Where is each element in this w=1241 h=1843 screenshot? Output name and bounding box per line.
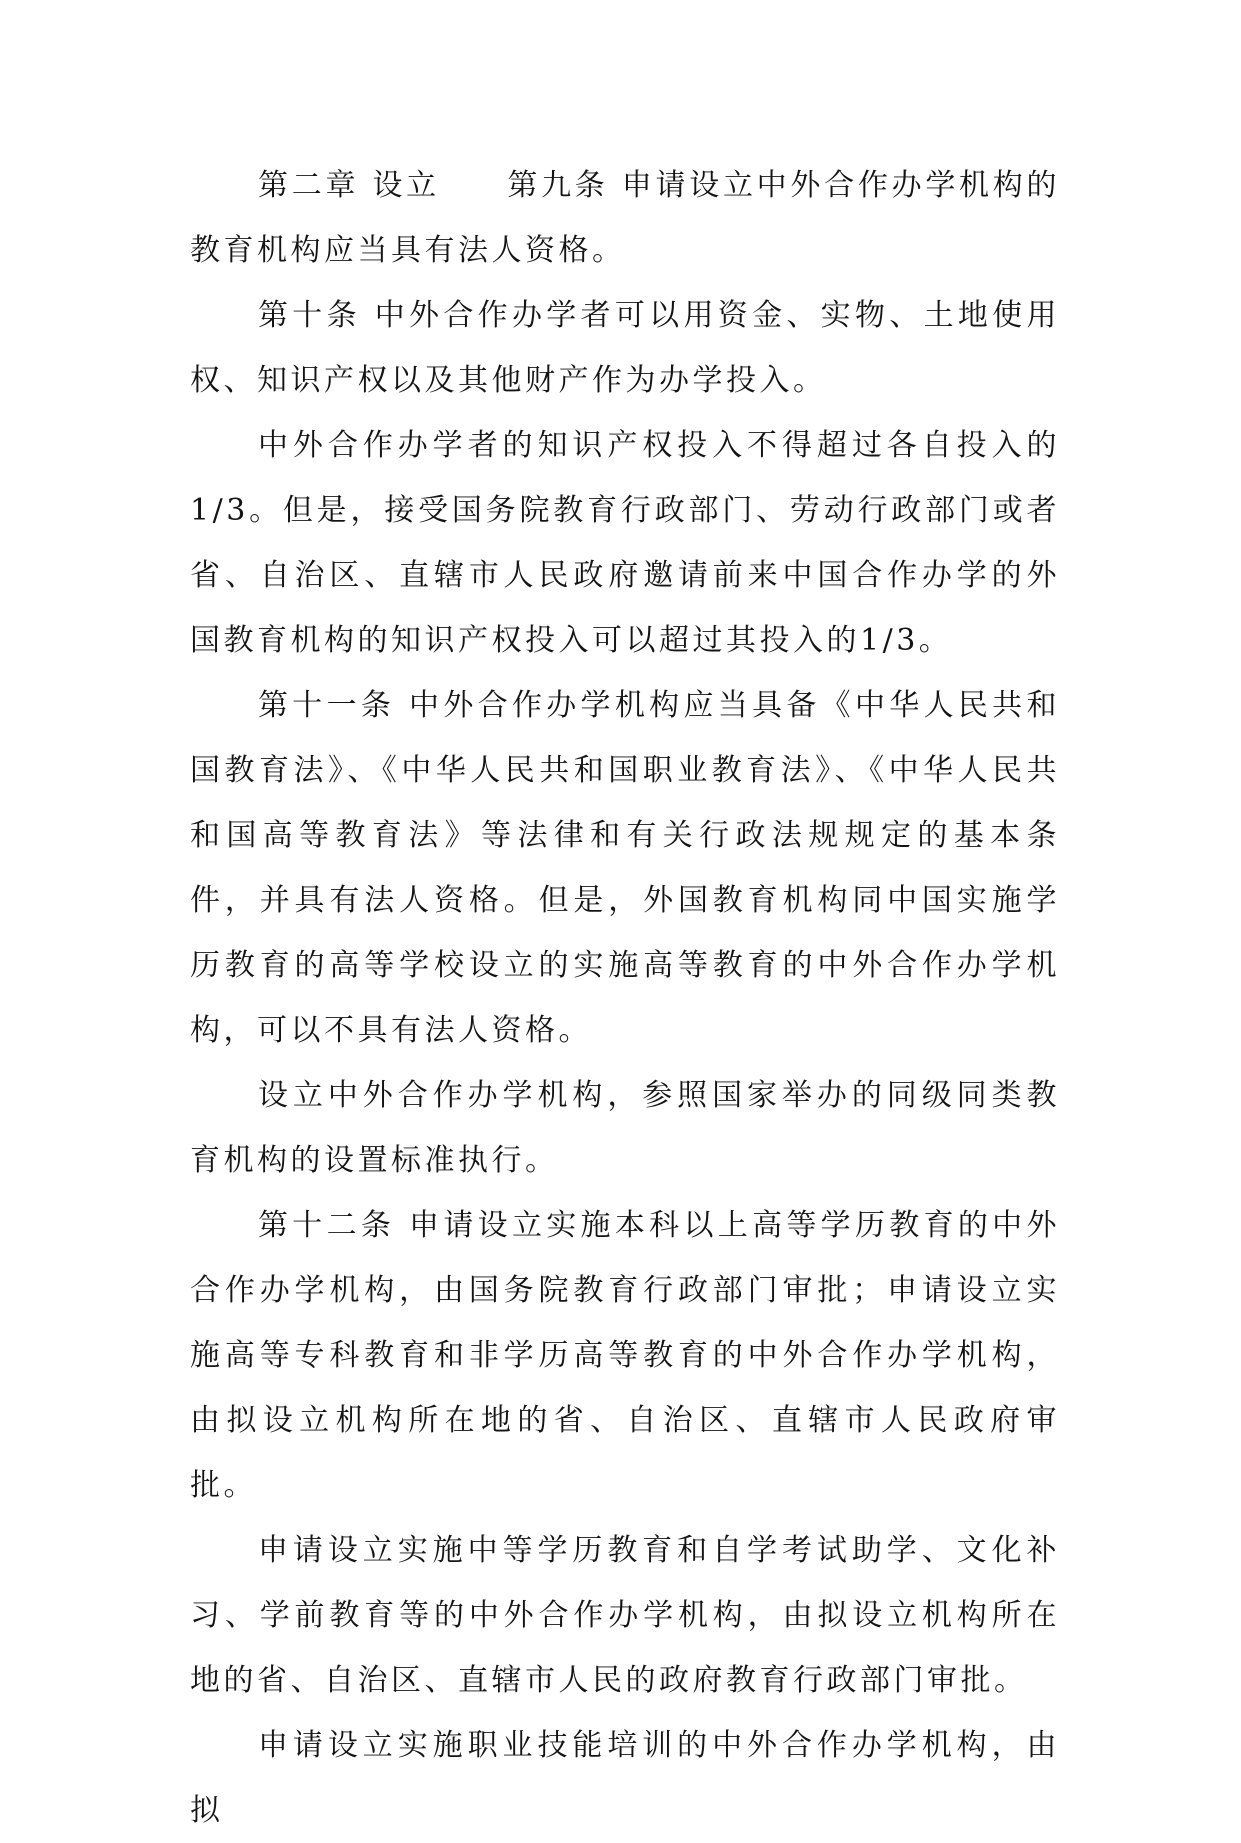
paragraph-article-11: 第十一条 中外合作办学机构应当具备《中华人民共和国教育法》、《中华人民共和国职业教育法》、《中华人民共和国高等教育法》等法律和有关行政法规规定的基本条件，并具有法人资格。但是，外国教育机构同中国实施学历教育的高等学校设立的实施高等教育的中外合作办学机构，可以不具有法人资格。 [190, 688, 1060, 1048]
paragraph-article-10: 第十条 中外合作办学者可以用资金、实物、土地使用权、知识产权以及其他财产作为办学投入。 [190, 298, 1060, 398]
paragraph-vocational-training: 申请设立实施职业技能培训的中外合作办学机构，由拟 [190, 1728, 1060, 1828]
document-body [190, 153, 1060, 1843]
paragraph-article-9: 第二章 设立 第九条 申请设立中外合作办学机构的教育机构应当具有法人资格。 [190, 168, 1060, 268]
paragraph-setting-standard: 设立中外合作办学机构，参照国家举办的同级同类教育机构的设置标准执行。 [190, 1078, 1060, 1178]
paragraph-secondary-education: 申请设立实施中等学历教育和自学考试助学、文化补习、学前教育等的中外合作办学机构，由拟设立机构所在地的省、自治区、直辖市人民的政府教育行政部门审批。 [190, 1533, 1060, 1698]
paragraph-article-12: 第十二条 申请设立实施本科以上高等学历教育的中外合作办学机构，由国务院教育行政部门审批；申请设立实施高等专科教育和非学历高等教育的中外合作办学机构，由拟设立机构所在地的省、自治区、直辖市人民政府审批。 [190, 1208, 1060, 1503]
paragraph-ip-investment: 中外合作办学者的知识产权投入不得超过各自投入的1/3。但是，接受国务院教育行政部门、劳动行政部门或者省、自治区、直辖市人民政府邀请前来中国合作办学的外国教育机构的知识产权投入可以超过其投入的1/3。 [190, 428, 1060, 658]
